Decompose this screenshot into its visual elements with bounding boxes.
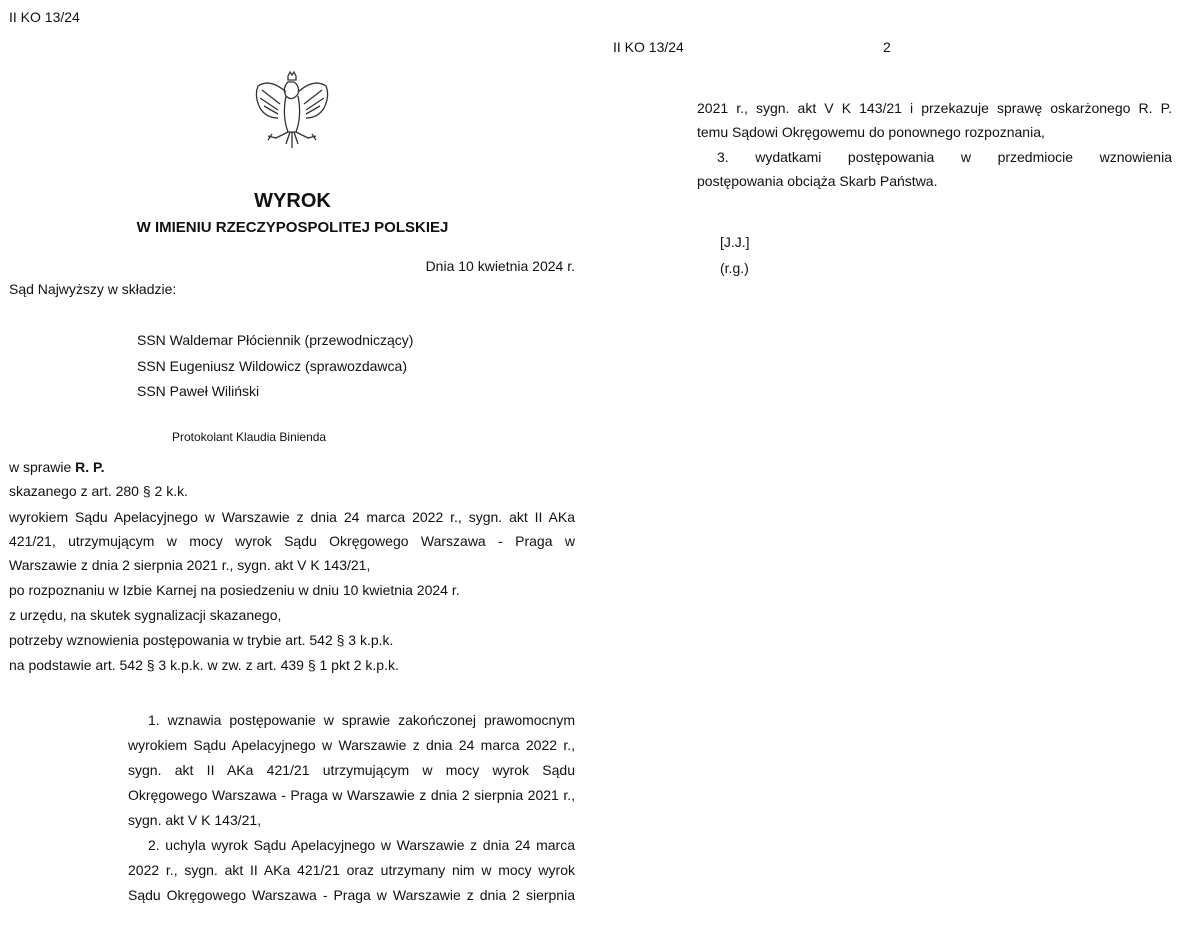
ruling-line: Okręgowego Warszawa - Praga w Warszawie z dnia 2 sierpnia 2021 r., xyxy=(128,787,575,803)
ruling-line: sygn. akt V K 143/21, xyxy=(128,812,262,828)
case-line xyxy=(9,458,104,476)
ruling-line: sygn. akt II AKa 421/21 utrzymującym w mocy wyrok Sądu xyxy=(128,762,575,778)
ruling-line: 1. wznawia postępowanie w sprawie zakończonej prawomocnym xyxy=(148,712,575,728)
body-line: z urzędu, na skutek sygnalizacji skazanego, xyxy=(9,607,282,623)
ruling-line: wyrokiem Sądu Apelacyjnego w Warszawie z dnia 24 marca 2022 r., xyxy=(128,737,575,753)
body-line: wyrokiem Sądu Apelacyjnego w Warszawie z dnia 24 marca 2022 r., sygn. akt II AKa xyxy=(9,509,575,525)
body-line: 3. wydatkami postępowania w przedmiocie wznowienia xyxy=(717,149,1172,165)
case-prefix: w sprawie xyxy=(9,459,76,475)
body-line: po rozpoznaniu w Izbie Karnej na posiedzeniu w dniu 10 kwietnia 2024 r. xyxy=(9,582,460,598)
body-line: skazanego z art. 280 § 2 k.k. xyxy=(9,483,188,499)
case-number: II KO 13/24 xyxy=(9,9,80,25)
document-page-1 xyxy=(0,0,590,928)
case-number: II KO 13/24 xyxy=(613,39,684,55)
clerk: Protokolant Klaudia Binienda xyxy=(172,430,327,444)
ruling-line: Sądu Okręgowego Warszawa - Praga w Warszawie z dnia 2 sierpnia xyxy=(128,887,575,903)
page-number: 2 xyxy=(883,39,891,55)
body-line: temu Sądowi Okręgowemu do ponownego rozpoznania, xyxy=(697,124,1045,140)
judge-2: SSN Eugeniusz Wildowicz (sprawozdawca) xyxy=(137,358,407,374)
body-line: 2021 r., sygn. akt V K 143/21 i przekazuje sprawę oskarżonego R. P. xyxy=(697,100,1172,116)
note: (r.g.) xyxy=(720,260,749,276)
court-intro: Sąd Najwyższy w składzie: xyxy=(9,281,177,297)
body-line: potrzeby wznowienia postępowania w trybie art. 542 § 3 k.p.k. xyxy=(9,632,394,648)
ruling-line: 2022 r., sygn. akt II AKa 421/21 oraz utrzymany nim w mocy wyrok xyxy=(128,862,575,878)
judge-3: SSN Paweł Wiliński xyxy=(137,383,260,399)
case-party: R. P. xyxy=(75,459,105,475)
body-line: na podstawie art. 542 § 3 k.p.k. w zw. z art. 439 § 1 pkt 2 k.p.k. xyxy=(9,657,399,673)
judgment-date: Dnia 10 kwietnia 2024 r. xyxy=(425,258,575,274)
document-page-2 xyxy=(600,0,1200,928)
body-line: postępowania obciąża Skarb Państwa. xyxy=(697,173,938,189)
judge-1: SSN Waldemar Płóciennik (przewodniczący) xyxy=(137,332,414,348)
document-subtitle: W IMIENIU RZECZYPOSPOLITEJ POLSKIEJ xyxy=(136,219,449,236)
document-title: WYROK xyxy=(254,190,331,212)
judge-initials: [J.J.] xyxy=(720,234,750,250)
body-line: Warszawie z dnia 2 sierpnia 2021 r., sygn. akt V K 143/21, xyxy=(9,557,371,573)
body-line: 421/21, utrzymującym w mocy wyrok Sądu Okręgowego Warszawa - Praga w xyxy=(9,533,575,549)
polish-eagle-emblem xyxy=(252,70,332,152)
ruling-line: 2. uchyla wyrok Sądu Apelacyjnego w Warszawie z dnia 24 marca xyxy=(148,837,575,853)
